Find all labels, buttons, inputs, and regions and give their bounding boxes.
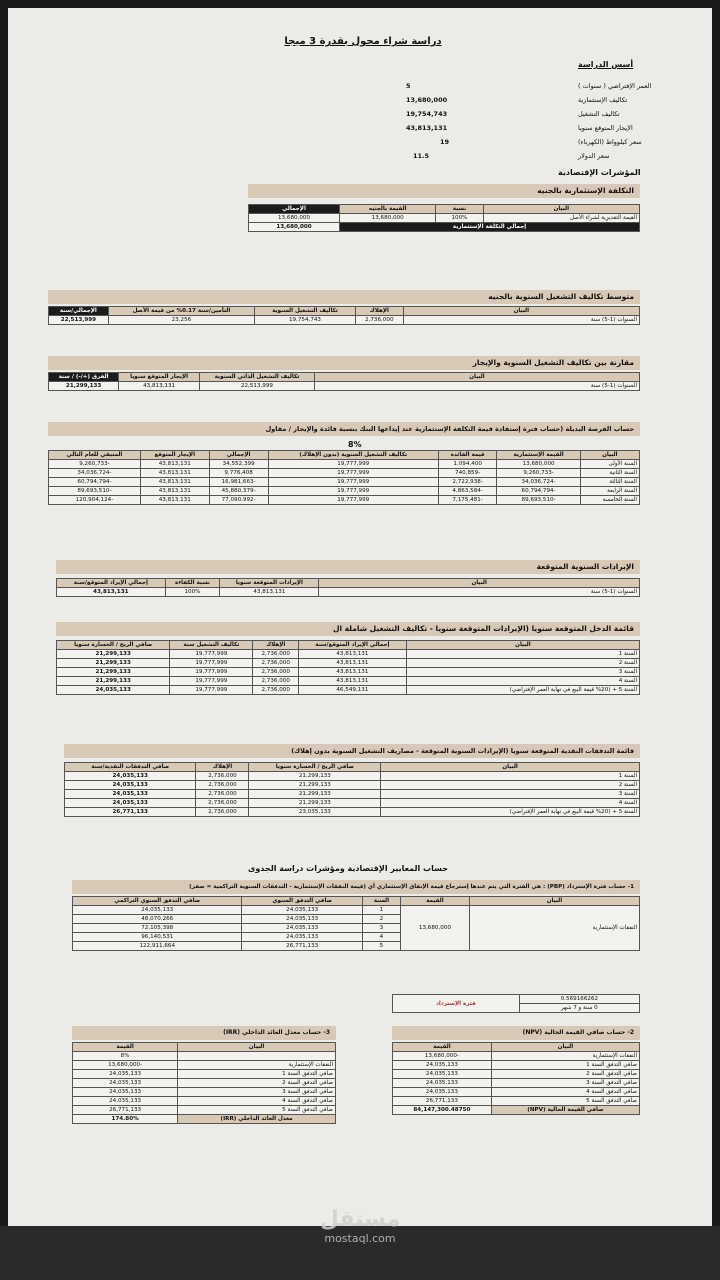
table-header-row [49, 307, 640, 316]
table-cell: 2,736,000 [196, 808, 249, 817]
table-cell: السنة 2 [406, 659, 639, 668]
npv-result-value: 84,147,300.48750 [393, 1106, 492, 1115]
basis-value: 11.5 [413, 152, 430, 160]
table-cell: القيمة التقديرية لشراء الأصل [483, 214, 639, 223]
table-cell: 19,754,743 [255, 316, 356, 325]
table-row [73, 1106, 336, 1115]
document-title: دراسة شراء محول بقدرة 3 ميجا [284, 36, 442, 47]
column-header: الإجمالي/سنة [49, 307, 109, 316]
table-cell: 21,299,133 [249, 772, 381, 781]
table-cell: 2,736,000 [253, 650, 299, 659]
table-cell: السنة 4 [381, 799, 640, 808]
table-cell: -4,863,584 [438, 487, 497, 496]
pbp-value: 0.569166262 [519, 995, 639, 1004]
table-row [65, 772, 640, 781]
table-cell: 2 [362, 915, 400, 924]
table-cell: السنة 5 + (20% قيمة البيع في نهاية العمر الإفتراضي) [381, 808, 640, 817]
section-band: مقارنة بين تكاليف التشغيل السنوية والإيجار [48, 356, 640, 370]
table-cell: -89,693,510 [497, 496, 580, 505]
rent-comparison-table [48, 372, 640, 391]
table-cell: 2,736,000 [196, 790, 249, 799]
table-cell: 24,035,133 [73, 1070, 178, 1079]
basis-label: سعر الدولار [578, 152, 610, 160]
column-header: البيان [406, 641, 639, 650]
table-cell: السنة 5 + (20% قيمة البيع في نهاية العمر الإفتراضي) [406, 686, 639, 695]
table-row [73, 1052, 336, 1061]
table-cell: -13,680,000 [73, 1061, 178, 1070]
table-cell: النفقات الإستثمارية [178, 1061, 336, 1070]
table-cell: صافي التدفق السنة 3 [178, 1088, 336, 1097]
column-header: صافي التدفق السنوي [242, 897, 362, 906]
table-cell: صافي التدفق السنة 5 [178, 1106, 336, 1115]
column-header: الفرق (+/-) / سنة [49, 373, 119, 382]
column-header: صافي التدفقات النقدية/سنة [65, 763, 196, 772]
irr-rate: 8% [73, 1052, 178, 1061]
table-cell: -16,981,663 [209, 478, 268, 487]
table-cell: 34,552,399 [209, 460, 268, 469]
table-row [73, 1061, 336, 1070]
table-cell: -120,904,124 [49, 496, 141, 505]
column-header: تكاليف التشغيل الذاتي السنوية [199, 373, 314, 382]
table-cell: -2,722,938 [438, 478, 497, 487]
column-header: البيان [319, 579, 640, 588]
investment-cost-table [248, 204, 640, 232]
column-header: تكاليف التشغيل السنوية [255, 307, 356, 316]
column-header: تكاليف التشغيل سنة [170, 641, 253, 650]
column-header: الإهلاك [196, 763, 249, 772]
column-header: قيمة الفائدة [438, 451, 497, 460]
table-row [49, 496, 640, 505]
table-cell: 2,736,000 [196, 772, 249, 781]
pbp-label: فترة الإسترداد [393, 995, 520, 1013]
column-header: الإيجار المتوقع سنويا [119, 373, 200, 382]
basis-value: 5 [406, 82, 411, 90]
table-cell: صافي التدفق السنة 3 [491, 1079, 639, 1088]
basis-value: 19 [440, 138, 450, 146]
table-cell: 24,035,133 [73, 1088, 178, 1097]
table-cell: 24,035,133 [393, 1088, 492, 1097]
column-header: القيمة بالجنيه [340, 205, 436, 214]
cash-flow-table [64, 762, 640, 817]
table-cell: 21,299,133 [57, 650, 170, 659]
table-cell: 2,736,000 [253, 686, 299, 695]
npv-table [392, 1042, 640, 1115]
column-header: البيان [580, 451, 639, 460]
column-header: إجمالي الإيراد المتوقع/سنة [298, 641, 406, 650]
table-header-row [73, 897, 640, 906]
column-header: السنة [362, 897, 400, 906]
table-cell: 9,776,408 [209, 469, 268, 478]
table-cell: السنة 4 [406, 677, 639, 686]
table-cell: 19,777,999 [268, 487, 438, 496]
table-cell: 19,777,999 [268, 478, 438, 487]
table-row [73, 1070, 336, 1079]
table-cell: 24,035,133 [65, 799, 196, 808]
table-cell: 13,680,000 [497, 460, 580, 469]
table-cell: 24,035,133 [73, 1097, 178, 1106]
table-cell: 43,813,131 [298, 659, 406, 668]
table-total-row [393, 1106, 640, 1115]
table-row [65, 808, 640, 817]
table-cell: 43,813,131 [298, 668, 406, 677]
table-cell: 43,813,131 [140, 478, 209, 487]
table-row [65, 790, 640, 799]
table-cell: 2,736,000 [253, 659, 299, 668]
table-header-row [49, 373, 640, 382]
table-cell: 13,680,000 [400, 906, 469, 951]
table-cell: السنة الثانية [580, 469, 639, 478]
section-band: 2- حساب صافي القيمة الحالية (NPV) [392, 1026, 640, 1040]
table-cell: 19,777,999 [268, 460, 438, 469]
table-cell: 21,299,133 [49, 382, 119, 391]
table-row [65, 799, 640, 808]
column-header: صافي التدفق السنوي التراكمي [73, 897, 242, 906]
table-cell: 24,035,133 [393, 1061, 492, 1070]
table-cell: السنوات (1-5) سنة [403, 316, 639, 325]
table-row [57, 686, 640, 695]
payback-result-table [392, 994, 640, 1013]
table-cell: 24,035,133 [393, 1070, 492, 1079]
table-cell: 1,094,400 [438, 460, 497, 469]
section-band: التكلفة الإستثمارية بالجنيه [248, 184, 640, 198]
table-header-row [393, 1043, 640, 1052]
criteria-heading: حساب المعايير الإقتصادية ومؤشرات دراسة الجدوى [248, 864, 448, 873]
table-cell: 24,035,133 [65, 781, 196, 790]
table-cell: 24,035,133 [393, 1079, 492, 1088]
table-cell: 43,813,131 [57, 588, 166, 597]
column-header: القيمة [73, 1043, 178, 1052]
table-row [393, 1097, 640, 1106]
table-cell: 23,035,133 [249, 808, 381, 817]
table-cell: 21,299,133 [249, 790, 381, 799]
section-band: الإيرادات السنوية المتوقعة [56, 560, 640, 574]
document-sheet [8, 8, 712, 1226]
table-cell: 72,105,398 [73, 924, 242, 933]
table-row [393, 995, 640, 1004]
column-header: البيان [314, 373, 639, 382]
table-cell: 48,070,266 [73, 915, 242, 924]
section-band: 3- حساب معدل العائد الداخلي (IRR) [72, 1026, 336, 1040]
table-cell: 19,777,999 [170, 650, 253, 659]
column-header: نسبة الكفاءة [165, 579, 220, 588]
column-header: صافي الربح / الخسارة سنويا [249, 763, 381, 772]
table-cell: 43,813,131 [140, 496, 209, 505]
table-row [57, 588, 640, 597]
table-cell: 19,777,999 [268, 496, 438, 505]
table-total-row [73, 1115, 336, 1124]
table-cell: 122,911,664 [73, 942, 242, 951]
table-row [65, 781, 640, 790]
table-cell: صافي التدفق السنة 2 [178, 1079, 336, 1088]
table-row [49, 487, 640, 496]
table-cell: السنة 2 [381, 781, 640, 790]
table-cell: 2,736,000 [355, 316, 403, 325]
irr-result-value: 174.80% [73, 1115, 178, 1124]
table-cell: 46,549,131 [298, 686, 406, 695]
table-cell: صافي التدفق السنة 4 [491, 1088, 639, 1097]
table-cell: -60,794,794 [497, 487, 580, 496]
table-header-row [57, 641, 640, 650]
pbp-note: 0 سنة و 7 شهر [519, 1004, 639, 1013]
column-header: صافي الربح / الخسارة سنويا [57, 641, 170, 650]
section-band: حساب الفرصة البديلة (حساب فترة إستفادة قيمة التكلفة الإستثمارية عند إيداعها البنك بنسبة فائدة والإيجار / مقاول [48, 422, 640, 436]
table-cell: 26,771,133 [393, 1097, 492, 1106]
table-cell: 19,777,999 [268, 469, 438, 478]
table-cell: -13,680,000 [393, 1052, 492, 1061]
table-cell: النفقات الإستثمارية [469, 906, 639, 951]
table-cell: 24,035,133 [242, 906, 362, 915]
table-cell: -9,260,733 [49, 460, 141, 469]
table-cell: 26,771,133 [242, 942, 362, 951]
basis-value: 43,813,131 [406, 124, 448, 132]
column-header: تكاليف التشغيل السنوية (بدون الإهلاك) [268, 451, 438, 460]
table-row [73, 1088, 336, 1097]
table-header-row [49, 451, 640, 460]
column-header: القيمة [393, 1043, 492, 1052]
table-cell: 43,813,131 [298, 650, 406, 659]
table-cell: 23,256 [108, 316, 254, 325]
table-cell: 2,736,000 [253, 677, 299, 686]
table-row [57, 677, 640, 686]
expected-revenue-table [56, 578, 640, 597]
irr-table [72, 1042, 336, 1124]
table-cell: صافي التدفق السنة 1 [178, 1070, 336, 1079]
table-cell: السنوات (1-5) سنة [319, 588, 640, 597]
column-header: الإيرادات المتوقعة سنويا [220, 579, 319, 588]
column-header: نسبة [436, 205, 483, 214]
income-statement-table [56, 640, 640, 695]
mostaql-watermark [300, 1208, 420, 1245]
column-header: الإهلاك [355, 307, 403, 316]
table-cell: -45,880,379 [209, 487, 268, 496]
table-row [49, 460, 640, 469]
table-row [57, 659, 640, 668]
irr-result-label: معدل العائد الداخلي (IRR) [178, 1115, 336, 1124]
column-header: البيان [491, 1043, 639, 1052]
table-cell: السنة 3 [381, 790, 640, 799]
table-header-row [57, 579, 640, 588]
table-cell: 24,035,133 [242, 915, 362, 924]
opportunity-cost-table [48, 450, 640, 505]
table-cell: 26,771,133 [65, 808, 196, 817]
section-band: قائمة الدخل المتوقعة سنويا (الإيرادات المتوقعة سنويا - تكاليف التشغيل شاملة ال [56, 622, 640, 636]
table-cell: 13,680,000 [340, 214, 436, 223]
basis-value: 13,680,000 [406, 96, 448, 104]
column-header: البيان [483, 205, 639, 214]
table-cell: 43,813,131 [140, 469, 209, 478]
table-row [393, 1079, 640, 1088]
watermark-latin: mostaql.com [324, 1232, 396, 1245]
column-header: البيان [178, 1043, 336, 1052]
table-cell: 43,813,131 [220, 588, 319, 597]
table-cell: 21,299,133 [57, 659, 170, 668]
table-cell: -34,036,724 [497, 478, 580, 487]
table-cell: -740,859 [438, 469, 497, 478]
table-cell: -7,175,481 [438, 496, 497, 505]
table-header-row [73, 1043, 336, 1052]
table-cell: 22,513,999 [49, 316, 109, 325]
table-row [393, 1061, 640, 1070]
table-cell: النفقات الإستثمارية [491, 1052, 639, 1061]
table-cell: 26,771,133 [73, 1106, 178, 1115]
table-cell: 43,813,131 [298, 677, 406, 686]
total-label: إجمالي التكلفة الإستثمارية [340, 223, 640, 232]
watermark-arabic: مستقل [319, 1207, 401, 1232]
table-row [57, 650, 640, 659]
table-cell: 22,513,999 [199, 382, 314, 391]
table-row [49, 478, 640, 487]
total-value: 13,680,000 [249, 223, 340, 232]
basis-label: تكاليف التشغيل [578, 110, 620, 118]
table-cell: 100% [165, 588, 220, 597]
table-cell: 19,777,999 [170, 659, 253, 668]
basis-label: العمر الإفتراضي ( سنوات ) [578, 82, 652, 90]
section-band: 1- حساب فترة الإسترداد (PBP) : هي الفترة التي يتم عندها إسترجاع قيمة الإنفاق الإستثماري أي (قيمة النفقات الإستثمارية - التدفقات السنوية التراكمية = صفر) [72, 880, 640, 894]
table-row [49, 382, 640, 391]
table-cell: 96,140,531 [73, 933, 242, 942]
table-header-row [65, 763, 640, 772]
table-cell: السنوات (1-5) سنة [314, 382, 639, 391]
table-cell: صافي التدفق السنة 2 [491, 1070, 639, 1079]
table-cell: صافي التدفق السنة 5 [491, 1097, 639, 1106]
table-cell: 3 [362, 924, 400, 933]
table-cell: السنة الخامسة [580, 496, 639, 505]
table-cell: -9,260,733 [497, 469, 580, 478]
column-header: الإهلاك [253, 641, 299, 650]
table-row [73, 1079, 336, 1088]
basis-label: تكاليف الإستثمارية [578, 96, 628, 104]
table-cell: 2,736,000 [196, 799, 249, 808]
indicators-heading: المؤشرات الإقتصادية [558, 168, 641, 177]
table-cell: 43,813,131 [140, 460, 209, 469]
table-cell: صافي التدفق السنة 1 [491, 1061, 639, 1070]
table-cell: 19,777,999 [170, 686, 253, 695]
column-header: الإجمالي [249, 205, 340, 214]
table-cell: 1 [362, 906, 400, 915]
basis-heading: أسس الدراسة [578, 60, 634, 69]
table-cell: 43,813,131 [119, 382, 200, 391]
table-row [249, 214, 640, 223]
table-cell: -77,090,992 [209, 496, 268, 505]
table-cell: 5 [362, 942, 400, 951]
section-band: قائمة التدفقات النقدية المتوقعة سنويا (الإيرادات السنوية المتوقعة - مصاريف التشغيل السنوية بدون إهلاك) [64, 744, 640, 758]
basis-value: 19,754,743 [406, 110, 448, 118]
operating-cost-table [48, 306, 640, 325]
table-cell: 4 [362, 933, 400, 942]
column-header: الإيجار المتوقع [140, 451, 209, 460]
table-cell: السنة الرابعة [580, 487, 639, 496]
section-band: متوسط تكاليف التشغيل السنوية بالجنيه [48, 290, 640, 304]
table-cell: 13,680,000 [249, 214, 340, 223]
npv-result-label: صافي القيمة الحالية (NPV) [491, 1106, 639, 1115]
column-header: التأمين/سنة 0.17% من قيمة الأصل [108, 307, 254, 316]
table-cell: -89,693,510 [49, 487, 141, 496]
table-cell: السنة 1 [406, 650, 639, 659]
basis-label: الإيجار المتوقع سنويا [578, 124, 633, 132]
table-cell: صافي التدفق السنة 4 [178, 1097, 336, 1106]
table-cell: السنة الأولى [580, 460, 639, 469]
table-row [393, 1070, 640, 1079]
payback-table [72, 896, 640, 951]
table-cell: -34,036,724 [49, 469, 141, 478]
table-cell: 43,813,131 [140, 487, 209, 496]
table-cell: 19,777,999 [170, 668, 253, 677]
table-cell: 21,299,133 [249, 781, 381, 790]
table-cell: 24,035,133 [65, 772, 196, 781]
table-cell: 2,736,000 [253, 668, 299, 677]
table-cell: 24,035,133 [65, 790, 196, 799]
table-cell: 24,035,133 [242, 933, 362, 942]
table-total-row [249, 223, 640, 232]
column-header: البيان [381, 763, 640, 772]
table-cell: 21,299,133 [57, 668, 170, 677]
table-cell: 21,299,133 [57, 677, 170, 686]
column-header: إجمالي الإيراد المتوقع/سنة [57, 579, 166, 588]
table-cell: -60,794,794 [49, 478, 141, 487]
table-row [73, 906, 640, 915]
column-header: القيمة [400, 897, 469, 906]
table-cell: 19,777,999 [170, 677, 253, 686]
table-cell: السنة 1 [381, 772, 640, 781]
table-cell: 2,736,000 [196, 781, 249, 790]
table-row [393, 1088, 640, 1097]
table-cell: 24,035,133 [73, 906, 242, 915]
table-header-row [249, 205, 640, 214]
table-cell: 100% [436, 214, 483, 223]
table-row [393, 1052, 640, 1061]
table-row [49, 469, 640, 478]
table-row [57, 668, 640, 677]
column-header: المتبقي للعام التالي [49, 451, 141, 460]
table-cell: 24,035,133 [242, 924, 362, 933]
table-cell: 24,035,133 [57, 686, 170, 695]
column-header: البيان [469, 897, 639, 906]
table-row [49, 316, 640, 325]
column-header: الإجمالي [209, 451, 268, 460]
table-cell: السنة الثالثة [580, 478, 639, 487]
table-cell: 21,299,133 [249, 799, 381, 808]
column-header: القيمة الإستثمارية [497, 451, 580, 460]
basis-label: سعر كيلوواط (الكهرباء) [578, 138, 642, 146]
column-header: البيان [403, 307, 639, 316]
table-cell: 24,035,133 [73, 1079, 178, 1088]
table-row [73, 1097, 336, 1106]
interest-rate: 8% [348, 440, 362, 449]
table-cell: السنة 3 [406, 668, 639, 677]
